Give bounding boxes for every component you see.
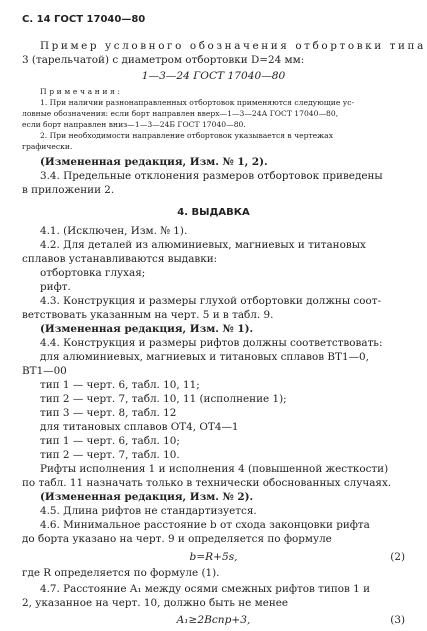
text-line: по табл. 11 назначать только в технически обоснованных случаях. [22,477,392,489]
formula-3: A₁≥2Bспр+3, [176,614,251,626]
revision-note: (Измененная редакция, Изм. № 1, 2). [40,156,268,168]
text-line: тип 2 — черт. 7, табл. 10, 11 (исполнение 1); [40,393,287,405]
text-line: Пример условного обозначения отбортовки типа [40,40,426,52]
note-line: если борт направлен вниз—1—3—24Б ГОСТ 17040—80. [22,120,246,129]
text-line: для титановых сплавов ОТ4, ОТ4—1 [40,421,239,433]
note-line: 1. При наличии разнонаправленных отбортовок применяются следующие ус- [40,98,355,107]
text-line: тип 1 — черт. 6, табл. 10, 11; [40,379,200,391]
formula-2: b=R+5s, [189,551,238,563]
text-line: где R определяется по формуле (1). [22,567,220,579]
text-line: 3.4. Предельные отклонения размеров отбортовок приведены [40,170,383,182]
text-line: 4.6. Минимальное расстояние b от схода законцовки рифта [40,519,370,531]
designation-formula: 1—3—24 ГОСТ 17040—80 [141,70,286,82]
text-line: ВТ1—00 [22,365,67,377]
note-line: 2. При необходимости направление отбортовок указывается в чертежах [40,131,333,140]
text-line: 3 (тарельчатой) с диаметром отбортовки D=24 мм: [22,54,305,66]
text-line: рифт. [40,281,71,293]
text-line: 4.1. (Исключен, Изм. № 1). [40,225,188,237]
text-line: сплавов устанавливаются выдавки: [22,253,218,265]
text-line: 4.3. Конструкция и размеры глухой отбортовки должны соот- [40,295,381,307]
text-line: 2, указанное на черт. 10, должно быть не менее [22,597,289,609]
revision-note: (Измененная редакция, Изм. № 1). [40,323,254,335]
text-line: 4.4. Конструкция и размеры рифтов должны соответствовать: [40,337,383,349]
notes-heading: Примечания: [40,87,123,96]
text-line: тип 2 — черт. 7, табл. 10. [40,449,180,461]
text-line: тип 1 — черт. 6, табл. 10; [40,435,180,447]
text-line: до борта указано на черт. 9 и определяется по формуле [22,533,332,545]
text-line: для алюминиевых, магниевых и титановых сплавов ВТ1—0, [40,351,369,363]
text-line: Рифты исполнения 1 и исполнения 4 (повышенной жесткости) [40,463,389,475]
note-line: ловные обозначения: если борт направлен вверх—1—3—24А ГОСТ 17040—80, [22,109,339,118]
page-header: С. 14 ГОСТ 17040—80 [22,14,146,25]
text-line: 4.2. Для деталей из алюминиевых, магниевых и титановых [40,239,366,251]
equation-number: (2) [390,551,405,563]
text-line: в приложении 2. [22,184,115,196]
text-line: ветствовать указанным на черт. 5 и в табл. 9. [22,309,274,321]
section-heading: 4. ВЫДАВКА [177,207,250,218]
note-line: графически. [22,142,73,151]
revision-note: (Измененная редакция, Изм. № 2). [40,491,254,503]
text-line: тип 3 — черт. 8, табл. 12 [40,407,177,419]
equation-number: (3) [390,614,405,626]
text-line: отбортовка глухая; [40,267,146,279]
text-line: 4.5. Длина рифтов не стандартизуется. [40,505,257,517]
text-line: 4.7. Расстояние A₁ между осями смежных рифтов типов 1 и [40,583,371,595]
